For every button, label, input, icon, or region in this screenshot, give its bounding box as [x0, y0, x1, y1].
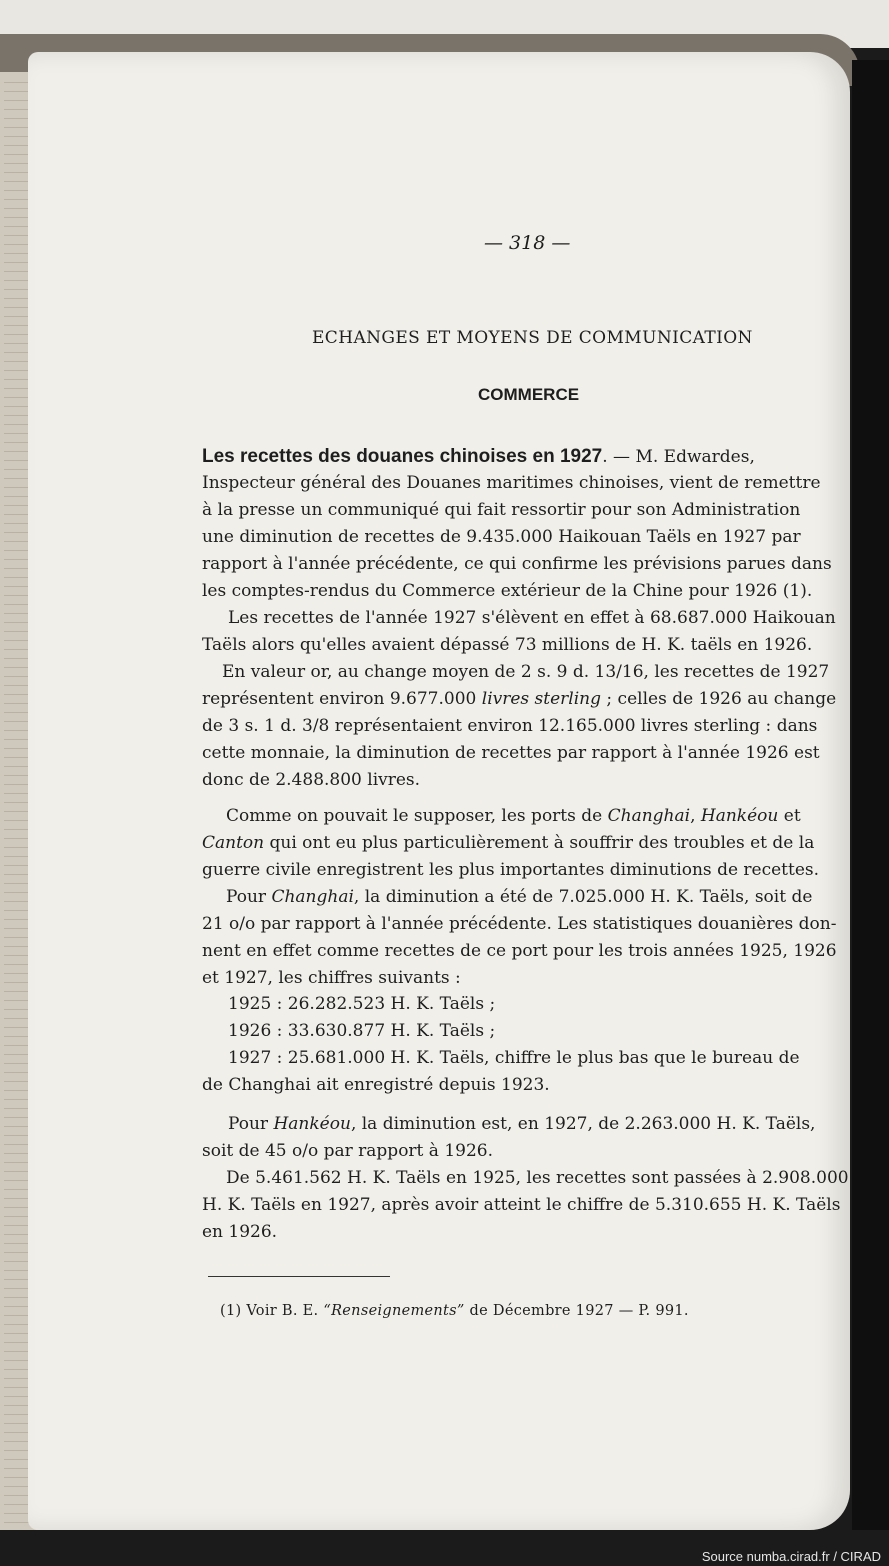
- text-line: [226, 884, 812, 911]
- text-line: [202, 686, 836, 713]
- line-text: 1925 : 26.282.523 H. K. Taëls ;: [228, 994, 496, 1014]
- line-text: une diminution de recettes de 9.435.000 Haikouan Taëls en 1927 par: [202, 527, 801, 547]
- line-text: En valeur or, au change moyen de 2 s. 9 d. 13/16, les recettes de 1927: [222, 662, 830, 682]
- line-text: Pour: [226, 887, 272, 907]
- text-line: [228, 1018, 495, 1045]
- line-text: rapport à l'année précédente, ce qui confirme les prévisions parues dans: [202, 554, 832, 574]
- line-text: . — M. Edwardes,: [602, 447, 755, 467]
- line-text: H. K. Taëls en 1927, après avoir atteint le chiffre de 5.310.655 H. K. Taëls: [202, 1195, 841, 1215]
- source-credit: Source numba.cirad.fr / CIRAD: [701, 1549, 881, 1564]
- italic-term: livres sterling: [481, 689, 602, 709]
- line-text: , la diminution a été de 7.025.000 H. K. Taëls, soit de: [353, 887, 813, 907]
- italic-term: Canton: [202, 833, 265, 853]
- line-text: Les recettes de l'année 1927 s'élèvent en effet à 68.687.000 Haikouan: [228, 608, 836, 628]
- line-text: Pour: [228, 1114, 274, 1134]
- subsection-title: COMMERCE: [478, 385, 580, 404]
- text-line: [202, 632, 812, 659]
- text-line: [202, 470, 821, 497]
- page-number: — 318 —: [484, 232, 571, 254]
- line-text: Taëls alors qu'elles avaient dépassé 73 millions de H. K. taëls en 1926.: [202, 635, 813, 655]
- line-text: ; celles de 1926 au change: [601, 689, 837, 709]
- line-text: guerre civile enregistrent les plus importantes diminutions de recettes.: [202, 860, 820, 880]
- text-line: [202, 1192, 840, 1219]
- footnote-suffix: de Décembre 1927 — P. 991.: [464, 1303, 689, 1319]
- italic-term: Hankéou: [273, 1114, 351, 1134]
- text-line: [202, 767, 420, 794]
- line-text: nent en effet comme recettes de ce port pour les trois années 1925, 1926: [202, 941, 837, 961]
- text-line: [228, 1111, 815, 1138]
- line-text: 1926 : 33.630.877 H. K. Taëls ;: [228, 1021, 496, 1041]
- line-text: de Changhai ait enregistré depuis 1923.: [202, 1075, 550, 1095]
- text-line: [202, 740, 820, 767]
- line-text: en 1926.: [202, 1222, 278, 1242]
- text-line: [202, 443, 755, 471]
- footnote-rule: [208, 1276, 390, 1277]
- right-background: [852, 60, 889, 1540]
- italic-term: Changhai: [271, 887, 354, 907]
- text-line: [202, 965, 461, 992]
- line-text: Inspecteur général des Douanes maritimes chinoises, vient de remettre: [202, 473, 821, 493]
- line-text: représentent environ 9.677.000: [202, 689, 482, 709]
- text-line: [228, 991, 495, 1018]
- text-line: [226, 803, 801, 830]
- italic-term: Hankéou: [700, 806, 779, 826]
- text-line: [202, 713, 817, 740]
- text-line: [202, 857, 819, 884]
- line-text: de 3 s. 1 d. 3/8 représentaient environ 12.165.000 livres sterling : dans: [202, 716, 818, 736]
- text-line: [202, 578, 812, 605]
- line-text: qui ont eu plus particulièrement à souffrir des troubles et de la: [264, 833, 815, 853]
- text-line: [202, 1219, 277, 1246]
- text-line: [202, 497, 800, 524]
- line-text: ,: [690, 806, 701, 826]
- line-text: donc de 2.488.800 livres.: [202, 770, 421, 790]
- text-line: [202, 551, 832, 578]
- line-text: Comme on pouvait le supposer, les ports de: [226, 806, 608, 826]
- text-line: [222, 659, 829, 686]
- text-line: [226, 1165, 849, 1192]
- line-text: et: [778, 806, 801, 826]
- text-line: [202, 938, 837, 965]
- text-line: [228, 605, 836, 632]
- text-line: [202, 1072, 550, 1099]
- footnote-title: “Renseignements”: [323, 1303, 465, 1319]
- line-text: à la presse un communiqué qui fait ressortir pour son Administration: [202, 500, 801, 520]
- footnote-prefix: (1) Voir B. E.: [220, 1303, 324, 1319]
- text-line: [202, 830, 814, 857]
- line-text: De 5.461.562 H. K. Taëls en 1925, les recettes sont passées à 2.908.000: [226, 1168, 849, 1188]
- line-text: 21 o/o par rapport à l'année précédente. Les statistiques douanières don-: [202, 914, 837, 934]
- italic-term: Changhai: [607, 806, 691, 826]
- line-text: , la diminution est, en 1927, de 2.263.000 H. K. Taëls,: [350, 1114, 816, 1134]
- text-line: [202, 911, 836, 938]
- line-text: 1927 : 25.681.000 H. K. Taëls, chiffre le plus bas que le bureau de: [228, 1048, 800, 1068]
- text-line: [228, 1045, 800, 1072]
- line-text: les comptes-rendus du Commerce extérieur de la Chine pour 1926 (1).: [202, 581, 813, 601]
- footnote: [220, 1303, 689, 1319]
- text-line: [202, 524, 801, 551]
- line-text: soit de 45 o/o par rapport à 1926.: [202, 1141, 493, 1161]
- section-title: ECHANGES ET MOYENS DE COMMUNICATION: [312, 328, 753, 348]
- text-line: [202, 1138, 493, 1165]
- line-text: cette monnaie, la diminution de recettes par rapport à l'année 1926 est: [202, 743, 820, 763]
- paragraph-heading: Les recettes des douanes chinoises en 1927: [202, 446, 603, 467]
- line-text: et 1927, les chiffres suivants :: [202, 968, 461, 988]
